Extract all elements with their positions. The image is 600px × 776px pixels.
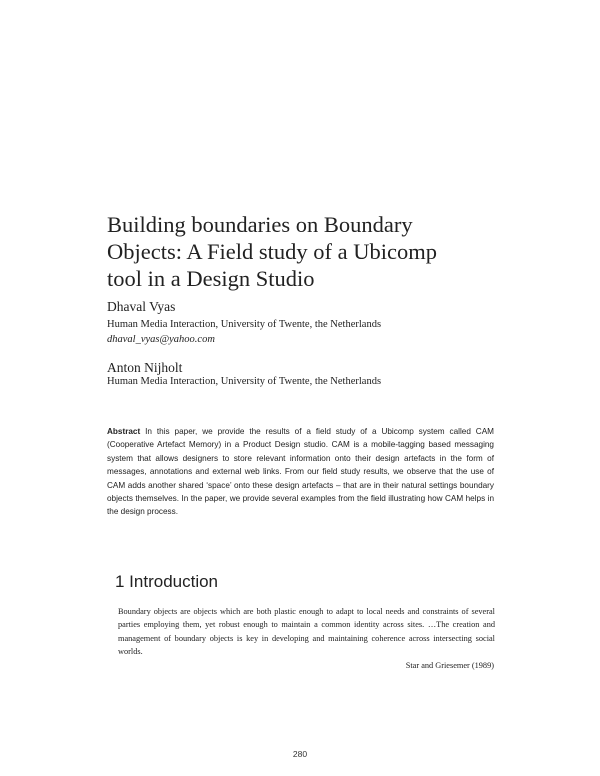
author-affiliation-1: Human Media Interaction, University of Twente, the Netherlands bbox=[107, 319, 382, 330]
epigraph-source: Star and Griesemer (1989) bbox=[405, 661, 494, 670]
epigraph-quote: Boundary objects are objects which are both plastic enough to adapt to local needs and constraints of several parties employing them, yet robust enough to maintain a common identity across sites. …The creation and management of boundary objects is key in developing and maintaining coherence across intersecting social worlds. bbox=[118, 607, 495, 656]
author-name-2: Anton Nijholt bbox=[107, 360, 183, 375]
author-affiliation-2: Human Media Interaction, University of Twente, the Netherlands bbox=[107, 376, 382, 387]
section-heading: 1 Introduction bbox=[115, 572, 219, 591]
abstract-text: In this paper, we provide the results of a field study of a Ubicomp system called CAM (Cooperative Artefact Memory) in a Product Design studio. CAM is a mobile-tagging based messaging system that allows designers to store relevant information onto their design artefacts in the form of messages, annotations and external web links. From our field study results, we observe that the use of CAM adds another shared ‘space’ onto these design artefacts – that are in their natural settings boundary objects themselves. In the paper, we provide several examples from the field illustrating how CAM helps in the design process. bbox=[107, 427, 495, 517]
title-line: Building boundaries on Boundary bbox=[107, 212, 413, 237]
abstract-label: Abstract bbox=[107, 427, 141, 436]
title-line: tool in a Design Studio bbox=[107, 266, 315, 291]
page-number: 280 bbox=[292, 749, 308, 759]
paper-title bbox=[107, 211, 527, 292]
author-name-1: Dhaval Vyas bbox=[107, 299, 176, 314]
abstract bbox=[107, 425, 494, 519]
author-email-1[interactable]: dhaval_vyas@yahoo.com bbox=[107, 334, 215, 345]
title-line: Objects: A Field study of a Ubicomp bbox=[107, 239, 437, 264]
